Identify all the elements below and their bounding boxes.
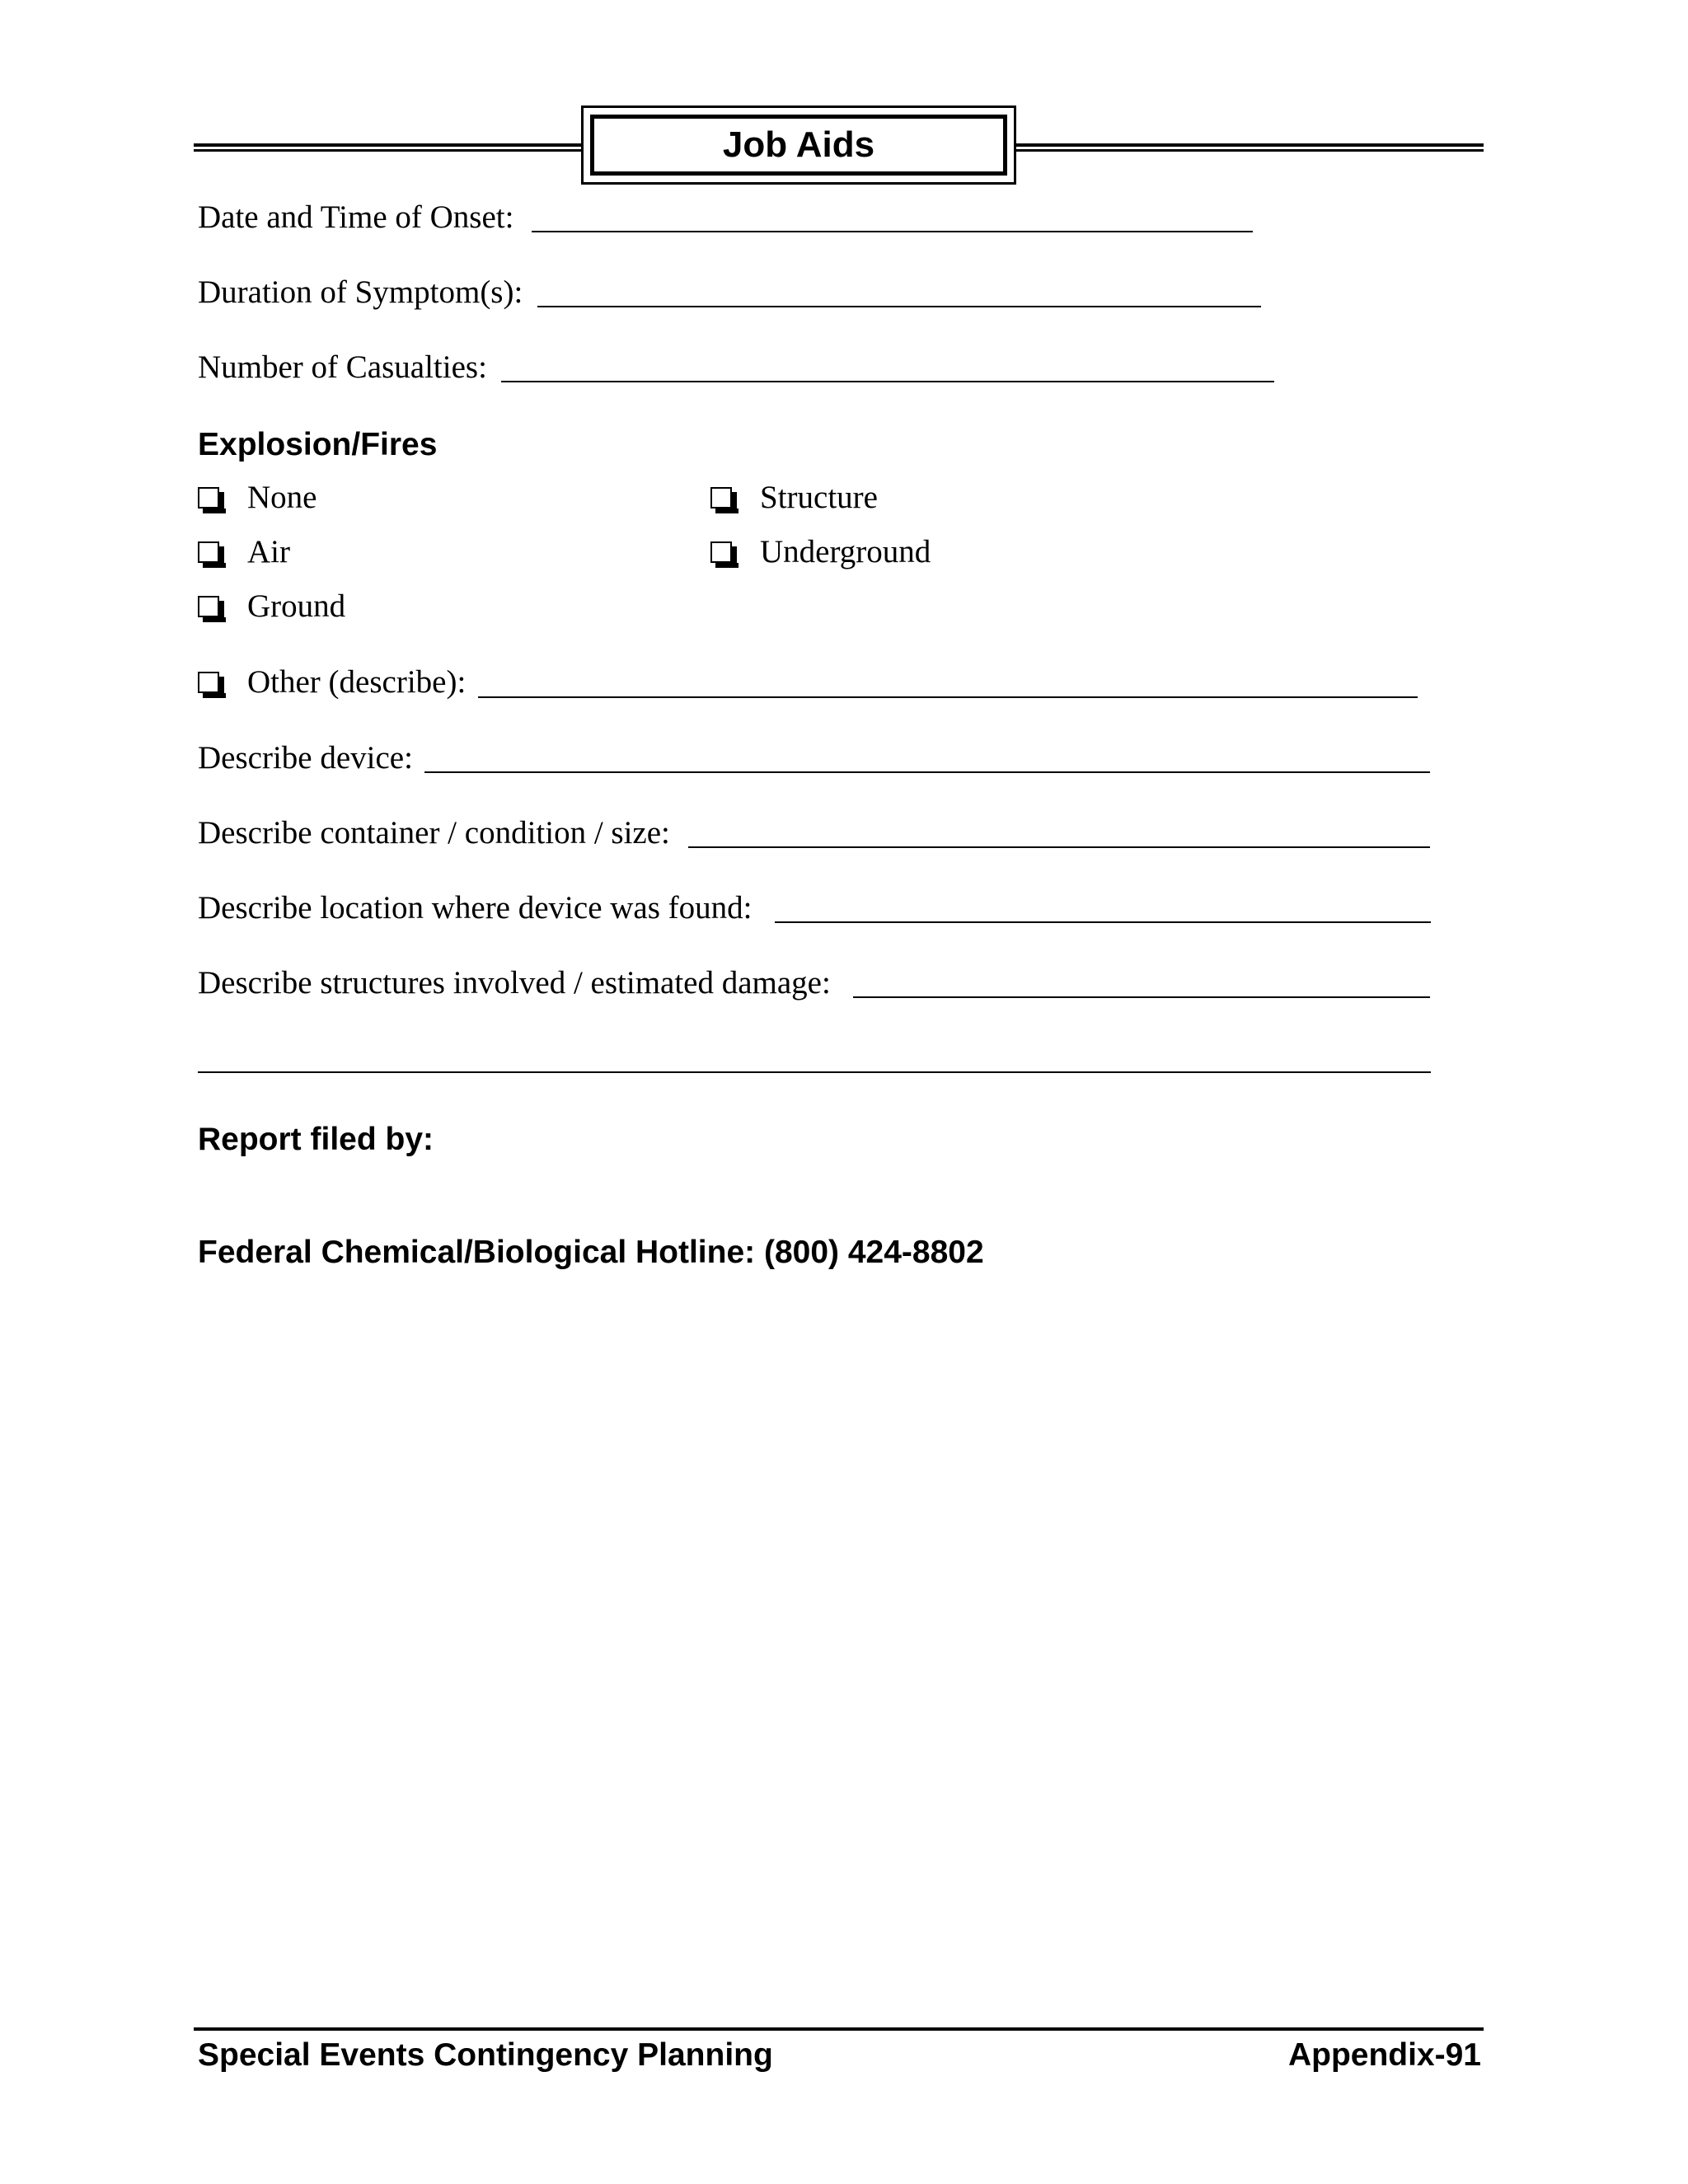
other-field-line[interactable]: [478, 696, 1418, 698]
duration-field-line[interactable]: [537, 306, 1261, 307]
option-label: Structure: [760, 480, 878, 515]
option-air[interactable]: [198, 536, 290, 568]
structures-label: Describe structures involved / estimated damage:: [198, 965, 831, 1001]
casualties-field-line[interactable]: [501, 381, 1274, 382]
duration-label: Duration of Symptom(s):: [198, 274, 523, 310]
option-ground[interactable]: [198, 590, 345, 622]
location-label: Describe location where device was found:: [198, 890, 753, 926]
footer-rule: [194, 2027, 1484, 2031]
option-structure[interactable]: [710, 481, 878, 513]
onset-label: Date and Time of Onset:: [198, 199, 514, 235]
report-filed-by: Report filed by:: [198, 1122, 434, 1157]
checkbox-icon[interactable]: [198, 487, 219, 509]
checkbox-icon[interactable]: [710, 487, 732, 509]
explosion-heading: Explosion/Fires: [198, 427, 438, 462]
container-field-line[interactable]: [688, 846, 1430, 848]
onset-field-line[interactable]: [532, 231, 1253, 232]
page-number: Appendix-91: [1287, 2037, 1481, 2073]
extra-field-line[interactable]: [198, 1071, 1431, 1073]
location-field-line[interactable]: [775, 921, 1431, 923]
hotline-text: Federal Chemical/Biological Hotline: (800) 424-8802: [198, 1235, 984, 1270]
option-label: Ground: [247, 588, 346, 624]
option-none[interactable]: [198, 481, 316, 513]
header-rule-right: [1014, 143, 1484, 152]
container-label: Describe container / condition / size:: [198, 815, 670, 851]
option-underground[interactable]: [710, 536, 931, 568]
option-label: Air: [247, 534, 290, 569]
device-field-line[interactable]: [424, 771, 1430, 773]
footer-title: Special Events Contingency Planning: [198, 2037, 773, 2073]
option-label: None: [247, 480, 317, 515]
option-label: Underground: [760, 534, 931, 569]
checkbox-icon[interactable]: [710, 541, 732, 563]
structures-field-line[interactable]: [853, 996, 1430, 998]
header-rule-left: [194, 143, 581, 152]
checkbox-icon[interactable]: [198, 541, 219, 563]
option-label: Other (describe):: [247, 664, 467, 700]
checkbox-icon[interactable]: [198, 596, 219, 617]
casualties-label: Number of Casualties:: [198, 349, 487, 385]
page-title: Job Aids: [590, 115, 1007, 176]
checkbox-icon[interactable]: [198, 672, 219, 693]
device-label: Describe device:: [198, 740, 413, 776]
option-other[interactable]: [198, 666, 466, 698]
title-box: [581, 105, 1016, 185]
